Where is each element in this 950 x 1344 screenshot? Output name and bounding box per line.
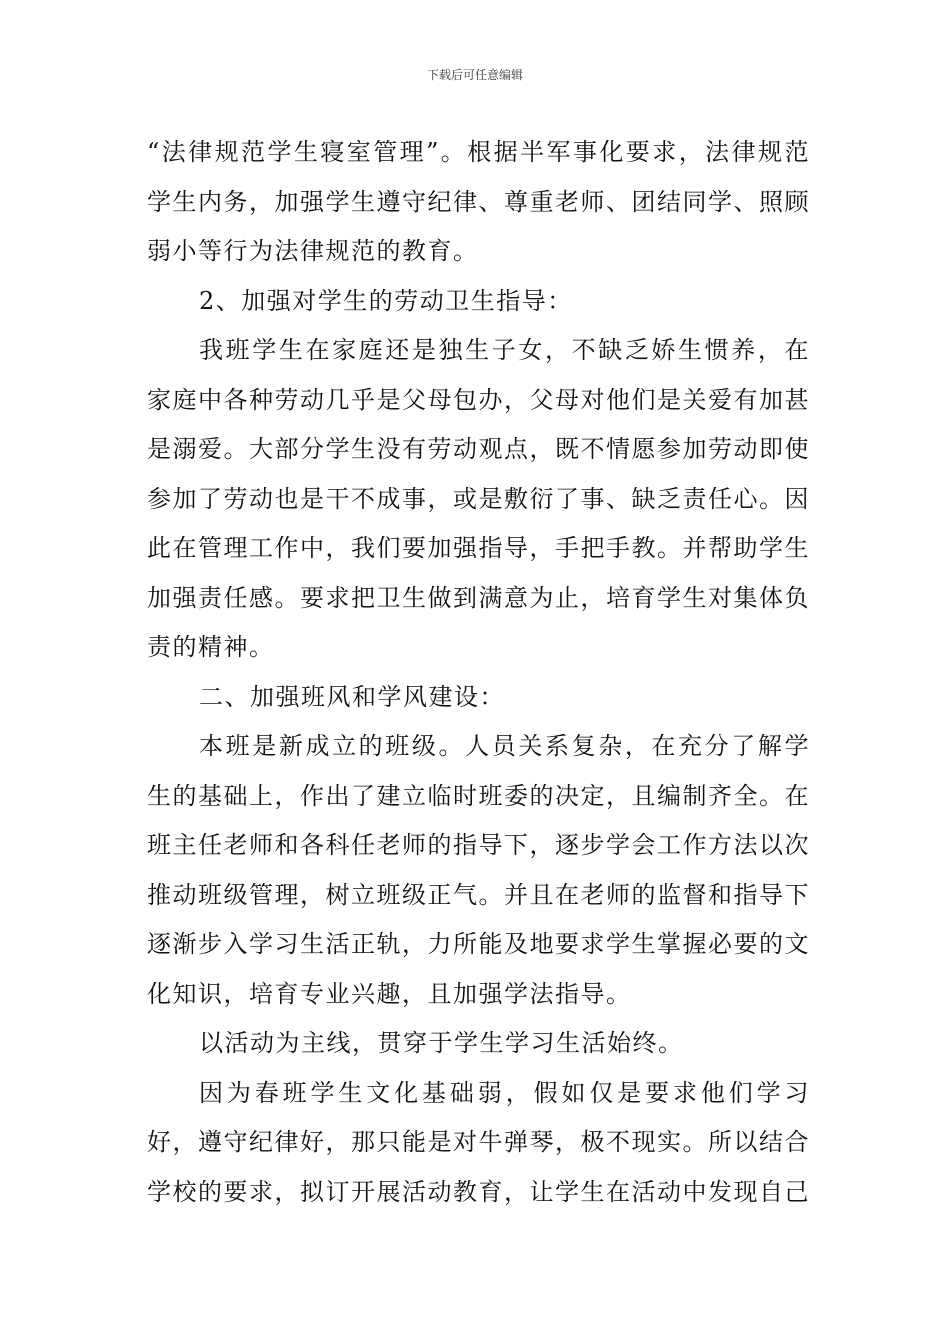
paragraph: “法律规范学生寝室管理”。根据半军事化要求，法律规范学生内务，加强学生遵守纪律、尊重老师、团结同学、照顾弱小等行为法律规范的教育。 [147,138,810,265]
paragraph: 因为春班学生文化基础弱，假如仅是要求他们学习好，遵守纪律好，那只能是对牛弹琴，极不现实。所以结合学校的要求，拟订开展活动教育，让学生在活动中发现自己 [147,1078,810,1206]
section-heading: 2、加强对学生的劳动卫生指导： [199,286,573,315]
paragraph: 本班是新成立的班级。人员关系复杂，在充分了解学生的基础上，作出了建立临时班委的决定，且编制齐全。在班主任老师和各科任老师的指导下，逐步学会工作方法以次推动班级管理，树立班级正气。并且在老师的监督和指导下逐渐步入学习生活正轨，力所能及地要求学生掌握必要的文化知识，培育专业兴趣，且加强学法指导。 [147,732,810,1008]
paragraph: 以活动为主线，贯穿于学生学习生活始终。 [199,1029,684,1057]
paragraph: 我班学生在家庭还是独生子女，不缺乏娇生惯养，在家庭中各种劳动几乎是父母包办，父母对他们是关爱有加甚是溺爱。大部分学生没有劳动观点，既不情愿参加劳动即使参加了劳动也是干不成事，或是敷衍了事、缺乏责任心。因此在管理工作中，我们要加强指导，手把手教。并帮助学生加强责任感。要求把卫生做到满意为止，培育学生对集体负责的精神。 [147,336,810,661]
section-heading: 二、加强班风和学风建设： [199,682,505,711]
document-body [147,128,810,1217]
page-header-note: 下载后可任意编辑 [426,68,523,82]
